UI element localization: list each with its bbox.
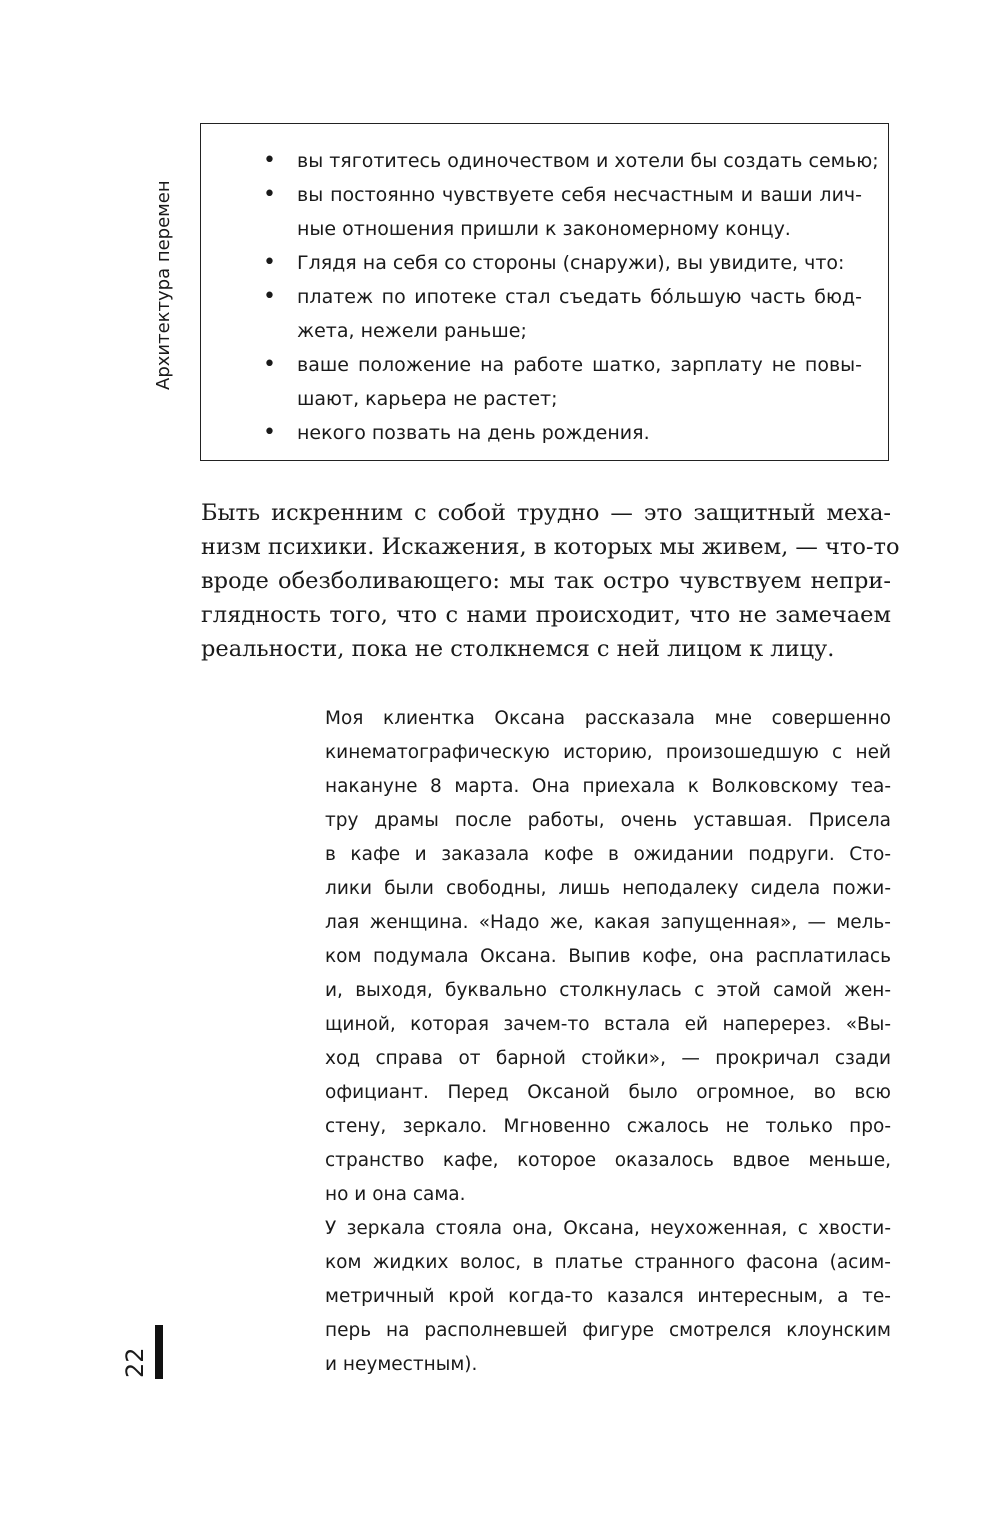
paragraph-line: вроде обезболивающего: мы так остро чувствуем непри- — [201, 568, 891, 594]
checklist-item-line: вы тяготитесь одиночеством и хотели бы создать семью; — [297, 150, 879, 172]
checklist-box — [200, 123, 889, 461]
paragraph-line: реальности, пока не столкнемся с ней лицом к лицу. — [201, 636, 835, 662]
bullet-icon: • — [263, 148, 276, 173]
checklist-item-line: ные отношения пришли к закономерному концу. — [297, 218, 791, 240]
checklist-item-line: некого позвать на день рождения. — [297, 422, 650, 444]
story-line: и неуместным). — [325, 1354, 478, 1375]
checklist-item — [263, 280, 862, 348]
checklist — [201, 124, 888, 450]
story-line: ход справа от барной стойки», — прокричал сзади — [325, 1048, 891, 1069]
bullet-icon: • — [263, 284, 276, 309]
checklist-item-line: шают, карьера не растет; — [297, 388, 558, 410]
story-line: ком жидких волос, в платье странного фасона (асим- — [325, 1252, 891, 1273]
story-line: У зеркала стояла она, Оксана, неухоженная, с хвости- — [325, 1218, 891, 1239]
story-line: официант. Перед Оксаной было огромное, во всю — [325, 1082, 891, 1103]
bullet-icon: • — [263, 352, 276, 377]
checklist-item — [263, 246, 862, 280]
paragraph-line: глядность того, что с нами происходит, что не замечаем — [201, 602, 891, 628]
story-line: лики были свободны, лишь неподалеку сидела пожи- — [325, 878, 891, 899]
checklist-item-line: жета, нежели раньше; — [297, 320, 527, 342]
checklist-item-line: вы постоянно чувствуете себя несчастным и ваши лич- — [297, 184, 862, 206]
story-line: лая женщина. «Надо же, какая запущенная», — мель- — [325, 912, 891, 933]
running-head: Архитектура перемен — [153, 180, 174, 390]
checklist-item-line: Глядя на себя со стороны (снаружи), вы увидите, что: — [297, 252, 845, 274]
story-line: метричный крой когда-то казался интересным, а те- — [325, 1286, 891, 1307]
bullet-icon: • — [263, 250, 276, 275]
story-line: в кафе и заказала кофе в ожидании подруги. Сто- — [325, 844, 891, 865]
checklist-item-line: платеж по ипотеке стал съедать бóльшую часть бюд- — [297, 286, 862, 308]
story-line: перь на располневшей фигуре смотрелся клоунским — [325, 1320, 891, 1341]
page-number: 22 — [121, 1347, 149, 1378]
paragraph-line: Быть искренним с собой трудно — это защитный меха- — [201, 500, 891, 526]
story-line: странство кафе, которое оказалось вдвое меньше, — [325, 1150, 891, 1171]
checklist-item — [263, 144, 879, 178]
checklist-item — [263, 416, 862, 450]
checklist-item — [263, 348, 862, 416]
story-line: кинематографическую историю, произошедшую с ней — [325, 742, 891, 763]
bullet-icon: • — [263, 420, 276, 445]
story-line: накануне 8 марта. Она приехала к Волковскому теа- — [325, 776, 891, 797]
checklist-item-line: ваше положение на работе шатко, зарплату не повы- — [297, 354, 862, 376]
story-line: ком подумала Оксана. Выпив кофе, она расплатилась — [325, 946, 891, 967]
story-line: и, выходя, буквально столкнулась с этой самой жен- — [325, 980, 891, 1001]
story-line: стену, зеркало. Мгновенно сжалось не только про- — [325, 1116, 891, 1137]
bullet-icon: • — [263, 182, 276, 207]
client-story — [325, 702, 891, 1382]
checklist-item — [263, 178, 862, 246]
story-line: тру драмы после работы, очень уставшая. Присела — [325, 810, 891, 831]
page-number-bar — [155, 1325, 163, 1379]
story-line: щиной, которая зачем-то встала ей наперерез. «Вы- — [325, 1014, 891, 1035]
paragraph-line: низм психики. Искажения, в которых мы живем, — что-то — [201, 534, 900, 560]
main-paragraph — [201, 496, 900, 666]
story-line: Моя клиентка Оксана рассказала мне совершенно — [325, 708, 891, 729]
story-line: но и она сама. — [325, 1184, 466, 1205]
